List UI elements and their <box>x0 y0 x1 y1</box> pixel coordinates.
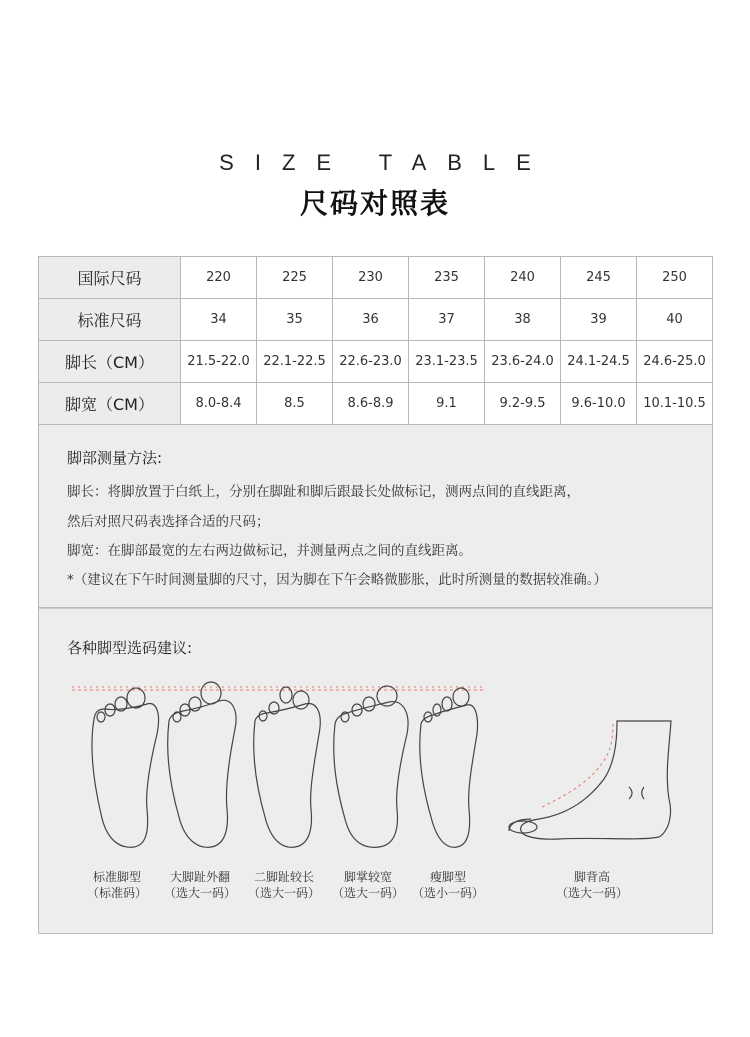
foot-type-name: 标准脚型 <box>92 870 141 884</box>
foot-type-advice: （选大一码） <box>163 886 236 900</box>
table-cell: 34 <box>181 299 257 341</box>
measurement-method-panel <box>38 425 713 608</box>
table-cell: 22.1-22.5 <box>257 341 333 383</box>
table-cell: 225 <box>257 257 333 299</box>
foot-type-name: 二脚趾较长 <box>253 870 314 884</box>
table-cell: 39 <box>561 299 637 341</box>
foot-caption <box>547 869 637 901</box>
title-chinese: 尺码对照表 <box>299 187 450 220</box>
table-cell: 9.1 <box>409 383 485 425</box>
table-cell: 22.6-23.0 <box>333 341 409 383</box>
table-cell: 9.6-10.0 <box>561 383 637 425</box>
row-label: 脚宽（CM） <box>39 383 181 425</box>
table-cell: 9.2-9.5 <box>485 383 561 425</box>
table-row <box>39 383 713 425</box>
foot-type-name: 脚掌较宽 <box>343 870 392 884</box>
table-cell: 240 <box>485 257 561 299</box>
table-row <box>39 257 713 299</box>
row-label: 标准尺码 <box>39 299 181 341</box>
table-cell: 235 <box>409 257 485 299</box>
slim-foot-icon <box>420 688 478 847</box>
table-cell: 8.6-8.9 <box>333 383 409 425</box>
table-row <box>39 299 713 341</box>
table-cell: 24.1-24.5 <box>561 341 637 383</box>
foot-type-advice: （选大一码） <box>247 886 320 900</box>
table-cell: 37 <box>409 299 485 341</box>
long-second-toe-foot-icon <box>254 687 321 847</box>
table-cell: 38 <box>485 299 561 341</box>
foot-type-name: 大脚趾外翻 <box>169 870 230 884</box>
wide-foot-icon <box>334 686 408 847</box>
foot-caption <box>155 869 245 901</box>
table-cell: 220 <box>181 257 257 299</box>
foot-caption <box>72 869 162 901</box>
standard-foot-icon <box>92 688 159 847</box>
table-row <box>39 341 713 383</box>
table-cell: 230 <box>333 257 409 299</box>
foot-type-title: 各种脚型选码建议: <box>67 639 193 657</box>
table-cell: 250 <box>637 257 713 299</box>
table-cell: 8.5 <box>257 383 333 425</box>
foot-type-name: 瘦脚型 <box>429 870 466 884</box>
method-note: *（建议在下午时间测量脚的尺寸，因为脚在下午会略微膨胀，此时所测量的数据较准确。） <box>67 572 607 588</box>
title-english: SIZE TABLE <box>219 150 552 175</box>
instep-line-dashed <box>542 721 613 807</box>
row-label: 国际尺码 <box>39 257 181 299</box>
foot-caption <box>239 869 329 901</box>
foot-caption <box>403 869 493 901</box>
table-cell: 24.6-25.0 <box>637 341 713 383</box>
foot-type-advice: （标准码） <box>86 886 147 900</box>
size-table <box>38 256 713 425</box>
foot-type-advice: （选大一码） <box>331 886 404 900</box>
foot-type-name: 脚背高 <box>573 870 610 884</box>
bunion-foot-icon <box>168 682 236 847</box>
table-cell: 36 <box>333 299 409 341</box>
foot-type-advice: （选小一码） <box>411 886 484 900</box>
row-label: 脚长（CM） <box>39 341 181 383</box>
method-line: 脚长：将脚放置于白纸上，分别在脚趾和脚后跟最长处做标记，测两点间的直线距离， <box>67 484 580 500</box>
table-cell: 23.1-23.5 <box>409 341 485 383</box>
table-cell: 245 <box>561 257 637 299</box>
table-cell: 35 <box>257 299 333 341</box>
table-cell: 21.5-22.0 <box>181 341 257 383</box>
foot-type-advice: （选大一码） <box>555 886 628 900</box>
method-line: 然后对照尺码表选择合适的尺码； <box>67 514 270 530</box>
foot-caption <box>323 869 413 901</box>
method-line: 脚宽：在脚部最宽的左右两边做标记，并测量两点之间的直线距离。 <box>67 543 472 559</box>
foot-type-panel <box>38 608 713 934</box>
high-instep-foot-icon <box>509 721 671 839</box>
table-cell: 10.1-10.5 <box>637 383 713 425</box>
table-cell: 8.0-8.4 <box>181 383 257 425</box>
table-cell: 40 <box>637 299 713 341</box>
table-cell: 23.6-24.0 <box>485 341 561 383</box>
method-title: 脚部测量方法: <box>67 449 163 467</box>
